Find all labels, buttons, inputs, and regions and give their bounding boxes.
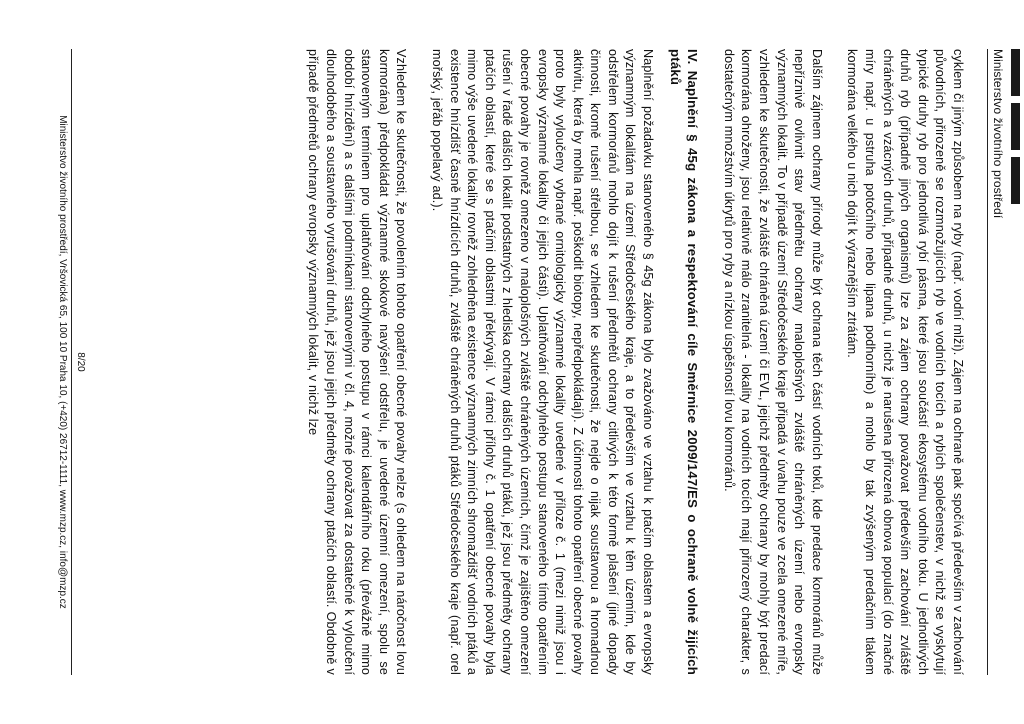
paragraph: Naplnění požadavku stanoveného § 45g zákona bylo zvažováno ve vztahu k ptačím oblastem a evropsky významným lokalitám na území Středočeského kraje, a to především ve vztahu k těm územím, kde by odstřelem kormoránů mohlo dojít k rušení předmětů ochrany citlivých k této formě plašení (jiné dopady činnosti, kromě rušení střelbou, se vzhledem ke skutečnosti, že nejde o nijak soustavnou a hromadnou aktivitu, která by mohla např. poškodit biotopy, nepředpokládají). Z účinnosti tohoto opatření obecné povahy proto byly vyloučeny vybrané ornitologicky významné lokality uvedené v příloze č. 1 (mezi nimiž jsou i evropsky významné lokality či jejich části). Uplatňování odchylného postupu stanoveného tímto opatřením obecné povahy je rovněž omezeno v maloplošných zvláště chráněných územích, čímž je zajištěno omezení rušení v řadě dalších lokalit podstatných z hlediska ochrany dalších druhů ptáků, jež jsou předměty ochrany ptačích oblastí, které se s ptačími oblastmi překrývají. V rámci přílohy č. 1 opatření obecné povahy byla mimo výše uvedené lokality rovněž zohledněna existence významných zimních shromaždišť vodních ptáků a existence hnízdišť časně hnízdících druhů, zvláště chráněných druhů ptáků Středočeského kraje (např. orel mořský, jeřáb popelavý ad.). <box>429 49 656 675</box>
page-number: 8/20 <box>75 352 86 372</box>
logo-bar <box>1011 103 1020 150</box>
header-divider <box>987 49 988 675</box>
logo-bar <box>1011 49 1020 96</box>
paragraph: Vzhledem ke skutečnosti, že povolením tohoto opatření obecné povahy nelze (s ohledem na náročnost lovu kormorána) předpokládat významné skokové navýšení odstřelu, je uvedené územní omezení, spolu se stanoveným termínem pro uplatňování odchylného postupu v rámci kalendářního roku (převážně mimo období hnízdění) a s dalšími podmínkami stanovenými v čl. 4, možné považovat za dostatečné k vyloučení dlouhodobého a soustavného vyrušování druhů, jež jsou jejich předměty ochrany ptačích oblastí. Obdobně v případě předmětů ochrany evropsky významných lokalit, v nichž lze <box>306 49 409 675</box>
header-title: Ministerstvo životního prostředí <box>991 49 1005 219</box>
document-body <box>286 49 966 675</box>
paragraph: cyklem či jiným způsobem na ryby (např. vodní mlži). Zájem na ochraně pak spočívá především v zachování původních, přirozeně se rozmnožujících ryb ve vodních tocích a rybích společenstev, v nichž se vyskytují typické druhy ryb pro jednotlivá rybí pásma, které jsou součástí ekosystému vodního toku. U jednotlivých druhů ryb (případně jiných organismů) lze za zájem ochrany považovat především zachování zvláště chráněných a vzácných druhů, případně druhů, u nichž je narušena přirozená obnova populací (do značné míry např. u pstruha potočního nebo lipana podhorního) a mohlo by tak zvýšeným predačním tlakem kormorána velkého u nich dojít k výraznějším ztrátám. <box>845 49 965 675</box>
section-heading: IV. Naplnění § 45g zákona a respektování cíle Směrnice 2009/147/ES o ochraně volně žijících ptáků <box>667 49 701 675</box>
footer-address: Ministerstvo životního prostředí, Vršovická 65, 100 10 Praha 10, (+420) 26712-1111, www.mzp.cz, info@mzp.cz <box>57 115 68 609</box>
paragraph: Dalším zájmem ochrany přírody může být ochrana těch částí vodních toků, kde predace kormoránů může nepříznivě ovlivnit stav předmětu ochrany maloplošných zvláště chráněných území nebo evropsky významných lokalit. To v případě území Středočeského kraje připadá v úvahu pouze ve zcela omezené míře, vzhledem ke skutečnosti, že zvláště chráněná území či EVL, jejichž předměty ochrany by mohly být predací kormorána ohroženy, jsou relativně málo zranitelná - lokality na vodních tocích mají přirozený charakter, s dostatečným množstvím úkrytů pro ryby a nízkou úspěšností lovu kormoránů. <box>721 49 824 675</box>
logo-bar <box>1011 157 1020 204</box>
footer-divider <box>71 49 72 675</box>
ministry-logo <box>1011 49 1020 204</box>
